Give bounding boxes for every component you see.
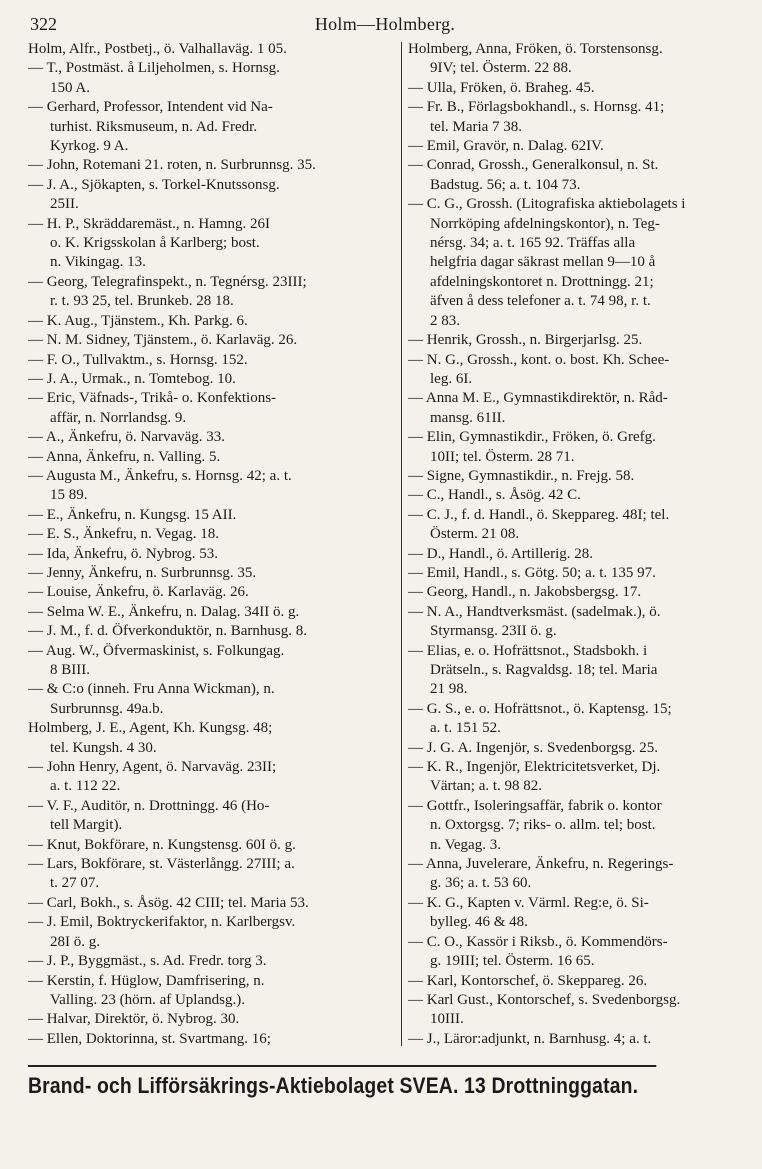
directory-entry-line: Surbrunnsg. 49a.b. — [50, 700, 164, 717]
directory-entry-line: helgfria dagar säkrast mellan 9—10 å — [430, 254, 656, 271]
directory-entry-line: — John, Rotemani 21. roten, n. Surbrunnsg. 35. — [28, 157, 316, 174]
directory-entry-line: — Selma W. E., Änkefru, n. Dalag. 34II ö. g. — [28, 603, 300, 620]
directory-entry-line: — Louise, Änkefru, ö. Karlaväg. 26. — [28, 584, 249, 601]
directory-entry-line: Drätseln., s. Ragvaldsg. 18; tel. Maria — [430, 662, 658, 678]
directory-entry-line: — G. S., e. o. Hofrättsnot., ö. Kaptensg. 15; — [408, 700, 672, 717]
directory-entry-line: — John Henry, Agent, ö. Narvaväg. 23II; — [28, 759, 277, 776]
directory-entry-line: r. t. 93 25, tel. Brunkeb. 28 18. — [50, 293, 234, 310]
directory-entry-line: g. 36; a. t. 53 60. — [430, 875, 532, 892]
directory-entry-line: n. Vikingag. 13. — [50, 254, 146, 271]
directory-entry-line: — Eric, Väfnads-, Trikå- o. Konfektions- — [28, 390, 277, 407]
directory-entry-line: — C. J., f. d. Handl., ö. Skeppareg. 48I; tel. — [408, 506, 670, 523]
directory-entry-line: — Ida, Änkefru, ö. Nybrog. 53. — [28, 545, 218, 562]
directory-entry-line: — Gottfr., Isoleringsaffär, fabrik o. kontor — [408, 797, 662, 814]
directory-entry-line: 10III. — [430, 1011, 464, 1028]
directory-entry-line: — A., Änkefru, ö. Narvaväg. 33. — [28, 429, 226, 446]
directory-entry-line: — Halvar, Direktör, ö. Nybrog. 30. — [28, 1011, 240, 1028]
directory-entry-line: a. t. 112 22. — [50, 778, 121, 795]
directory-columns — [28, 40, 750, 1050]
directory-entry-line: affär, n. Norrlandsg. 9. — [50, 409, 187, 426]
directory-entry-line: — N. A., Handtverksmäst. (sadelmak.), ö. — [408, 603, 661, 620]
directory-entry-line: n. Oxtorgsg. 7; riks- o. allm. tel; bost. — [430, 817, 656, 834]
directory-entry-line: äfven å dess telefoner a. t. 74 98, r. t. — [430, 293, 651, 310]
directory-entry-line: — Anna, Juvelerare, Änkefru, n. Regerings- — [408, 856, 674, 873]
directory-entry-line: — Fr. B., Förlagsbokhandl., s. Hornsg. 41; — [408, 99, 665, 116]
directory-entry-line: 150 A. — [50, 79, 91, 96]
directory-entry-line: 25II. — [50, 196, 79, 213]
directory-entry-line: — Karl, Kontorschef, ö. Skeppareg. 26. — [408, 972, 648, 989]
column-divider — [401, 42, 402, 1046]
directory-entry-line: — V. F., Auditör, n. Drottningg. 46 (Ho- — [28, 797, 270, 814]
directory-entry-line: — C. O., Kassör i Riksb., ö. Kommendörs- — [408, 933, 668, 950]
directory-entry-line: — & C:o (inneh. Fru Anna Wickman), n. — [28, 681, 275, 698]
directory-entry-line: 15 89. — [50, 487, 88, 504]
running-head: Holm—Holmberg. — [314, 14, 456, 34]
directory-entry-line: — Signe, Gymnastikdir., n. Frejg. 58. — [408, 467, 635, 484]
directory-entry-line: — E., Änkefru, n. Kungsg. 15 AII. — [28, 506, 237, 523]
directory-entry-line: — D., Handl., ö. Artillerig. 28. — [408, 545, 593, 562]
directory-entry-line: — N. G., Grossh., kont. o. bost. Kh. Schee- — [408, 351, 670, 368]
directory-entry-line: 21 98. — [430, 681, 468, 698]
directory-entry-line: g. 19III; tel. Österm. 16 65. — [430, 953, 595, 970]
advertisement-banner: Brand- och Lifförsäkrings-Aktiebolaget SVEA. 13 Drottninggatan. — [28, 1065, 656, 1099]
directory-entry-line: — Emil, Handl., s. Götg. 50; a. t. 135 97. — [408, 564, 656, 581]
directory-entry-line: — Elin, Gymnastikdir., Fröken, ö. Grefg. — [408, 429, 656, 446]
directory-entry-line: tel. Maria 7 38. — [430, 118, 523, 135]
directory-entry-line: a. t. 151 52. — [430, 720, 501, 737]
directory-entry-line: — Carl, Bokh., s. Åsög. 42 CIII; tel. Maria 53. — [28, 894, 309, 911]
directory-entry-line: — E. S., Änkefru, n. Vegag. 18. — [28, 526, 219, 543]
directory-entry-line: — J. A., Sjökapten, s. Torkel-Knutssonsg. — [28, 176, 280, 193]
directory-entry-line: — Henrik, Grossh., n. Birgerjarlsg. 25. — [408, 332, 643, 349]
directory-entry-line: — J. G. A. Ingenjör, s. Svedenborgsg. 25. — [408, 739, 658, 756]
directory-entry-line: Badstug. 56; a. t. 104 73. — [430, 176, 581, 193]
directory-entry-line: 2 83. — [430, 312, 460, 329]
directory-entry-line: tel. Kungsh. 4 30. — [50, 739, 157, 756]
directory-entry-line: Holmberg, Anna, Fröken, ö. Torstensonsg. — [408, 41, 663, 57]
directory-entry-line: — F. O., Tullvaktm., s. Hornsg. 152. — [28, 351, 248, 368]
directory-entry-line: afdelningskontoret n. Drottningg. 21; — [430, 273, 654, 290]
directory-entry-line: 8 BIII. — [50, 662, 90, 678]
directory-entry-line: — J. Emil, Boktryckerifaktor, n. Karlbergsv. — [28, 914, 296, 931]
page-number: 322 — [30, 14, 57, 34]
directory-entry-line: — Gerhard, Professor, Intendent vid Na- — [28, 99, 273, 116]
directory-entry-line: Kyrkog. 9 A. — [50, 138, 129, 155]
directory-entry-line: nérsg. 34; a. t. 165 92. Träffas alla — [430, 235, 636, 252]
directory-entry-line — [408, 1049, 750, 1050]
directory-entry-line: — Knut, Bokförare, n. Kungstensg. 60I ö. g. — [28, 836, 296, 853]
directory-entry-line: tell Margit). — [50, 817, 123, 834]
directory-entry-line: — J. M., f. d. Öfverkonduktör, n. Barnhusg. 8. — [28, 623, 307, 640]
directory-entry-line: — C. G., Grossh. (Litografiska aktiebolagets i — [408, 196, 686, 213]
directory-entry-line: — N. M. Sidney, Tjänstem., ö. Karlaväg. 26. — [28, 332, 298, 349]
directory-entry-line: — C., Handl., s. Åsög. 42 C. — [408, 487, 581, 504]
directory-entry-line: — Anna, Änkefru, n. Valling. 5. — [28, 448, 221, 465]
right-column — [408, 40, 750, 1050]
directory-entry-line: turhist. Riksmuseum, n. Ad. Fredr. — [50, 118, 258, 135]
directory-entry-line: — Ellen, Doktorinna, st. Svartmang. 16; — [28, 1030, 271, 1047]
directory-entry-line: t. 27 07. — [50, 875, 100, 892]
directory-entry-line: o. K. Krigsskolan å Karlberg; bost. — [50, 235, 260, 252]
left-column — [28, 40, 396, 1050]
directory-entry-line: 9IV; tel. Österm. 22 88. — [430, 60, 572, 77]
directory-entry-line: Värtan; a. t. 98 82. — [430, 778, 543, 795]
directory-entry-line: — K. R., Ingenjör, Elektricitetsverket, Dj. — [408, 759, 661, 776]
directory-entry-line: — J. P., Byggmäst., s. Ad. Fredr. torg 3. — [28, 953, 267, 970]
page-header — [28, 14, 742, 38]
directory-entry-line: — Lars, Bokförare, st. Västerlångg. 27III; a. — [28, 856, 295, 873]
directory-entry-line: mansg. 61II. — [430, 409, 506, 426]
directory-entry-line: bylleg. 46 & 48. — [430, 914, 528, 931]
directory-entry-line: — K. Aug., Tjänstem., Kh. Parkg. 6. — [28, 312, 248, 329]
directory-entry-line: — J. A., Urmak., n. Tomtebog. 10. — [28, 370, 236, 387]
directory-entry-line: Norrköping afdelningskontor), n. Teg- — [430, 215, 660, 232]
directory-entry-line: Österm. 21 08. — [430, 526, 520, 543]
directory-entry-line: — Anna M. E., Gymnastikdirektör, n. Råd- — [408, 390, 668, 407]
directory-entry-line: — J., Läror:adjunkt, n. Barnhusg. 4; a. t. — [408, 1030, 652, 1047]
directory-entry-line: — Conrad, Grossh., Generalkonsul, n. St. — [408, 157, 659, 174]
directory-entry-line: — Emil, Gravör, n. Dalag. 62IV. — [408, 138, 604, 155]
directory-entry-line: — Aug. W., Öfvermaskinist, s. Folkungag. — [28, 642, 285, 659]
directory-entry-line: — K. G., Kapten v. Värml. Reg:e, ö. Si- — [408, 894, 649, 911]
directory-entry-line: n. Vegag. 3. — [430, 836, 501, 853]
directory-entry-line: Styrmansg. 23II ö. g. — [430, 623, 557, 640]
directory-entry-line: — Augusta M., Änkefru, s. Hornsg. 42; a. t. — [28, 467, 292, 484]
directory-entry-line: — Ulla, Fröken, ö. Braheg. 45. — [408, 79, 595, 96]
directory-entry-line: — Jenny, Änkefru, n. Surbrunnsg. 35. — [28, 564, 257, 581]
directory-entry-line — [28, 1049, 396, 1050]
directory-entry-line: — Elias, e. o. Hofrättsnot., Stadsbokh. i — [408, 642, 648, 659]
directory-entry-line: — Kerstin, f. Hüglow, Damfrisering, n. — [28, 972, 265, 989]
directory-entry-line: Holmberg, J. E., Agent, Kh. Kungsg. 48; — [28, 720, 273, 737]
directory-entry-line: — Karl Gust., Kontorschef, s. Svedenborgsg. — [408, 991, 681, 1008]
directory-entry-line: leg. 6I. — [430, 370, 473, 387]
directory-entry-line: — Georg, Telegrafinspekt., n. Tegnérsg. 23III; — [28, 273, 307, 290]
directory-entry-line: — Georg, Handl., n. Jakobsbergsg. 17. — [408, 584, 642, 601]
directory-entry-line: Holm, Alfr., Postbetj., ö. Valhallaväg. 1 05. — [28, 41, 287, 57]
directory-entry-line: 10II; tel. Österm. 28 71. — [430, 448, 575, 465]
directory-entry-line: — H. P., Skräddaremäst., n. Hamng. 26I — [28, 215, 271, 232]
directory-entry-line: 28I ö. g. — [50, 933, 100, 950]
directory-entry-line: — T., Postmäst. å Liljeholmen, s. Hornsg. — [28, 60, 280, 77]
directory-entry-line: Valling. 23 (hörn. af Uplandsg.). — [50, 991, 245, 1008]
